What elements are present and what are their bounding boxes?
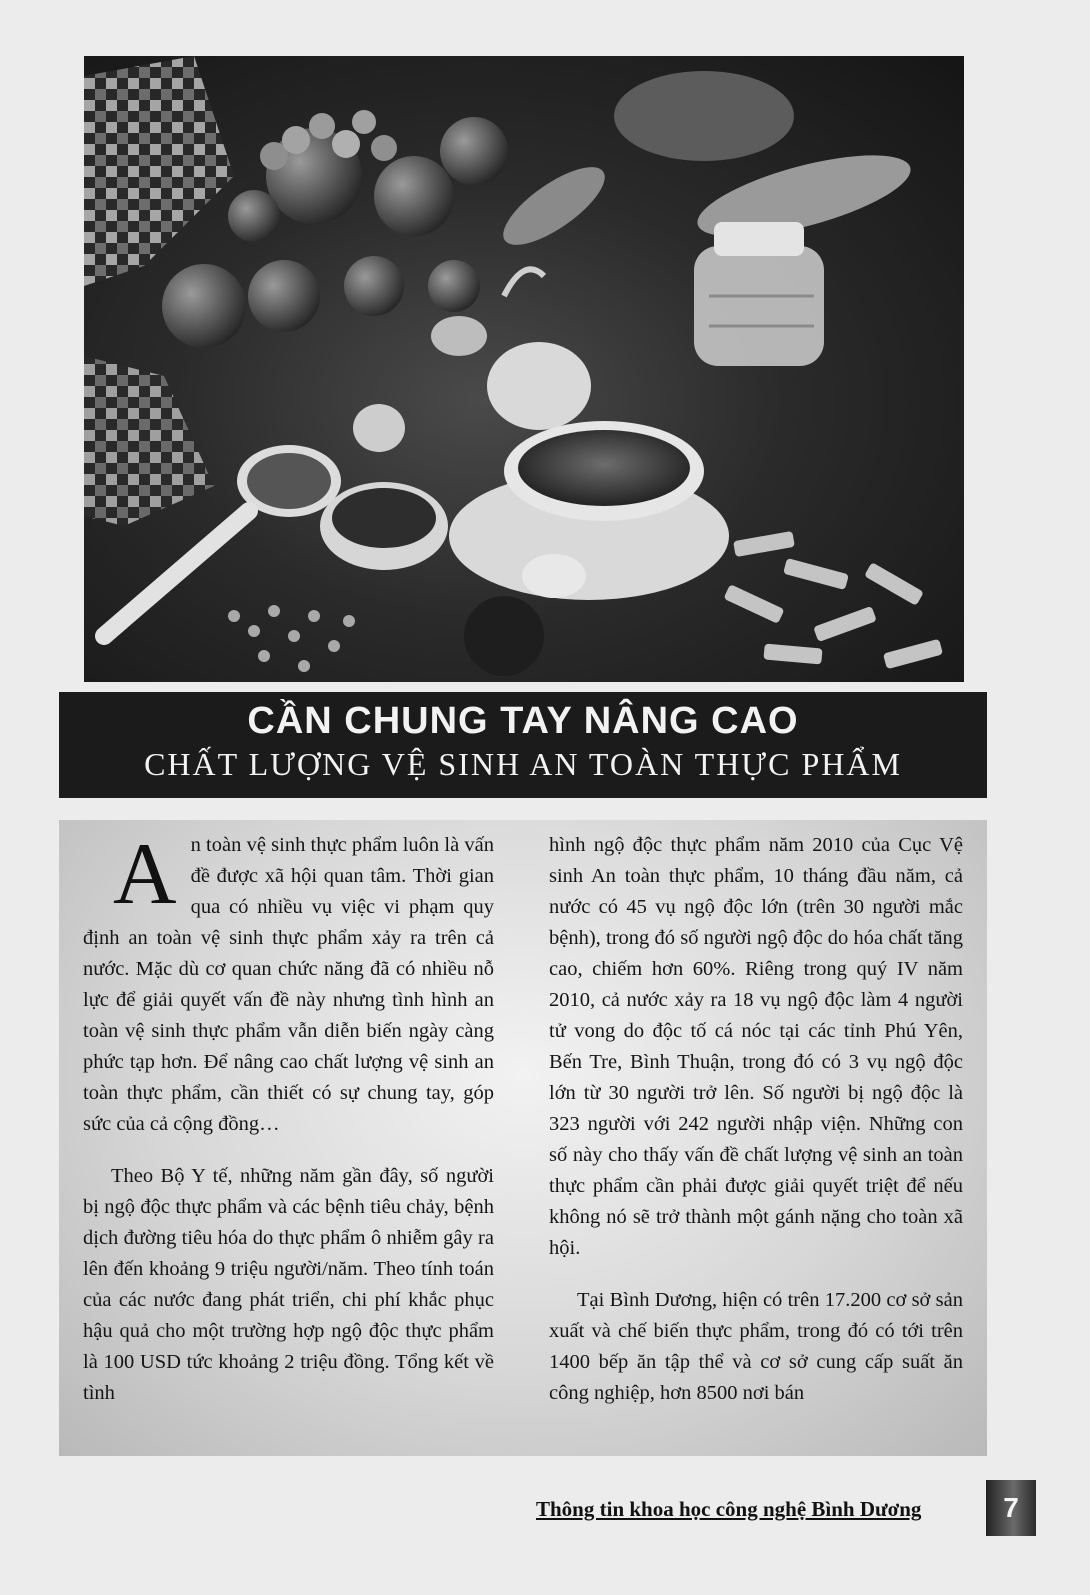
article-paragraph: Tại Bình Dương, hiện có trên 17.200 cơ sở sản xuất và chế biến thực phẩm, trong đó có tới trên 1400 bếp ăn tập thể và cơ sở cung cấp suất ăn công nghiệp, hơn 8500 nơi bán — [549, 1289, 963, 1404]
article-column-right — [549, 830, 963, 1409]
article-title-banner — [59, 692, 987, 798]
food-still-life-photo — [84, 56, 964, 682]
article-paragraph — [83, 826, 494, 1140]
publication-footer: Thông tin khoa học công nghệ Bình Dương — [536, 1497, 922, 1521]
article-paragraph: Theo Bộ Y tế, những năm gần đây, số người bị ngộ độc thực phẩm và các bệnh tiêu chảy, bệnh dịch đường tiêu hóa do thực phẩm ô nhiễm gây ra lên đến khoảng 9 triệu người/năm. Theo tính toán của các nước đang phát triển, chi phí khắc phục hậu quả cho một trường hợp ngộ độc thực phẩm là 100 USD tức khoảng 2 triệu đồng. Tổng kết về tình — [83, 1165, 494, 1404]
article-title: CẦN CHUNG TAY NÂNG CAO — [247, 700, 799, 742]
photo-illustration — [84, 56, 964, 682]
article-column-left — [83, 826, 494, 1409]
article-paragraph: hình ngộ độc thực phẩm năm 2010 của Cục Vệ sinh An toàn thực phẩm, 10 tháng đầu năm, cả nước có 45 vụ ngộ độc lớn (trên 30 người mắc bệnh), trong đó số người ngộ độc do hóa chất tăng cao, chiếm hơn 60%. Riêng trong quý IV năm 2010, cả nước xảy ra 18 vụ ngộ độc làm 4 người tử vong do độc tố cá nóc tại các tỉnh Phú Yên, Bến Tre, Bình Thuận, trong đó có 3 vụ ngộ độc lớn từ 30 người trở lên. Số người bị ngộ độc là 323 người với 242 người nhập viện. Những con số này cho thấy vấn đề chất lượng vệ sinh an toàn thực phẩm cần phải được giải quyết triệt để nếu không nó sẽ trở thành một gánh nặng cho toàn xã hội. — [549, 834, 963, 1259]
drop-cap: A — [113, 826, 177, 923]
page-number: 7 — [986, 1480, 1036, 1536]
article-subtitle: CHẤT LƯỢNG VỆ SINH AN TOÀN THỰC PHẨM — [144, 746, 902, 782]
article-body — [59, 820, 987, 1456]
paragraph-text: n toàn vệ sinh thực phẩm luôn là vấn đề được xã hội quan tâm. Thời gian qua có nhiều vụ việc vi phạm quy định an toàn vệ sinh thực phẩm xảy ra trên cả nước. Mặc dù cơ quan chức năng đã có nhiều nỗ lực để giải quyết vấn đề này nhưng tình hình an toàn vệ sinh thực phẩm vẫn diễn biến ngày càng phức tạp hơn. Để nâng cao chất lượng vệ sinh an toàn thực phẩm, cần thiết có sự chung tay, góp sức của cả cộng đồng… — [83, 834, 494, 1135]
